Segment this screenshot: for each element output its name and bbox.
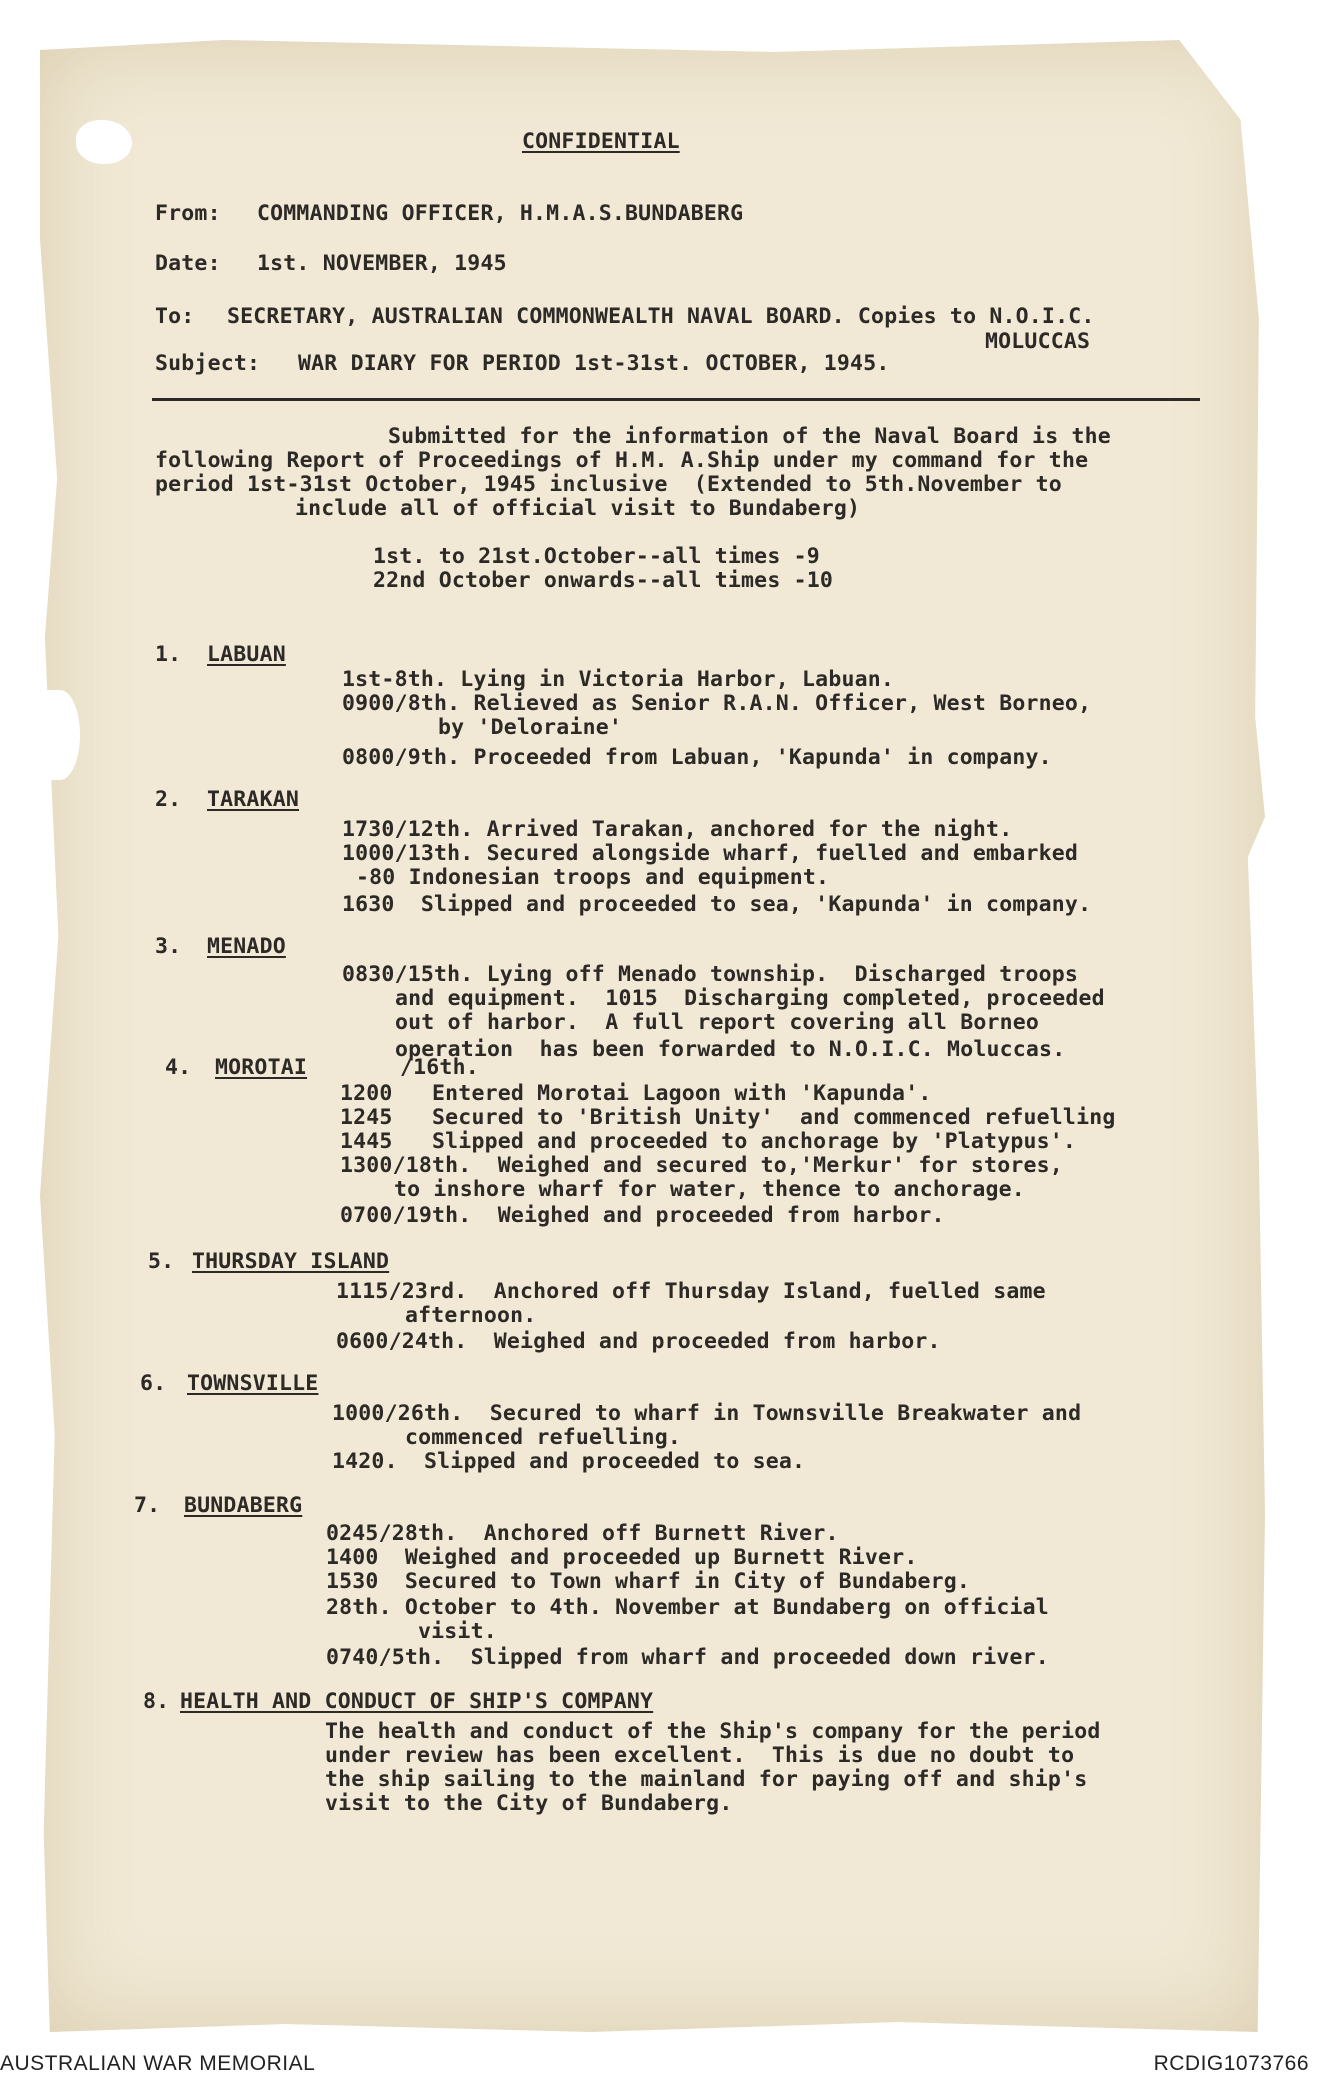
section-line: to inshore wharf for water, thence to anchorage. — [394, 1177, 1025, 1202]
to-value: SECRETARY, AUSTRALIAN COMMONWEALTH NAVAL BOARD. Copies to N.O.I.C. — [227, 304, 1095, 329]
section-number: 1. — [155, 642, 182, 667]
section-line: 0830/15th. Lying off Menado township. Discharged troops — [342, 962, 1079, 987]
section-line: /16th. — [400, 1055, 479, 1080]
section-line: 1000/26th. Secured to wharf in Townsville Breakwater and — [332, 1401, 1082, 1426]
section-line: afternoon. — [405, 1303, 537, 1328]
section-line: 0700/19th. Weighed and proceeded from harbor. — [340, 1203, 945, 1228]
times-line-1: 1st. to 21st.October--all times -9 — [373, 544, 820, 569]
section-line: 1530 Secured to Town wharf in City of Bundaberg. — [326, 1569, 971, 1594]
section-line: 0800/9th. Proceeded from Labuan, 'Kapunda' in company. — [342, 745, 1052, 770]
section-line: 0600/24th. Weighed and proceeded from harbor. — [336, 1329, 941, 1354]
section-line: 1420. Slipped and proceeded to sea. — [332, 1449, 806, 1474]
date-value: 1st. NOVEMBER, 1945 — [257, 251, 507, 276]
header-rule — [152, 398, 1200, 401]
from-value: COMMANDING OFFICER, H.M.A.S.BUNDABERG — [257, 201, 744, 226]
section-line: 1730/12th. Arrived Tarakan, anchored for the night. — [342, 817, 1013, 842]
section-line: 1630 Slipped and proceeded to sea, 'Kapunda' in company. — [342, 892, 1092, 917]
section-line: 0900/8th. Relieved as Senior R.A.N. Officer, West Borneo, — [342, 691, 1092, 716]
date-label: Date: — [155, 251, 221, 276]
subject-value: WAR DIARY FOR PERIOD 1st-31st. OCTOBER, 1945. — [298, 351, 890, 376]
section-number: 5. — [148, 1249, 175, 1274]
section-title-labuan: LABUAN — [207, 642, 286, 667]
section-line: 1400 Weighed and proceeded up Burnett River. — [326, 1545, 918, 1570]
section-line: 1200 Entered Morotai Lagoon with 'Kapunda'. — [340, 1081, 932, 1106]
section-line: commenced refuelling. — [405, 1425, 682, 1450]
section-number: 2. — [155, 787, 182, 812]
section-line: 1300/18th. Weighed and secured to,'Merkur' for stores, — [340, 1153, 1063, 1178]
section-line: under review has been excellent. This is due no doubt to — [325, 1743, 1075, 1768]
section-line: 1000/13th. Secured alongside wharf, fuelled and embarked — [342, 841, 1079, 866]
section-line: 1115/23rd. Anchored off Thursday Island, fuelled same — [336, 1279, 1046, 1304]
section-line: the ship sailing to the mainland for paying off and ship's — [325, 1767, 1088, 1792]
torn-edge — [40, 690, 80, 780]
section-line: and equipment. 1015 Discharging completed, proceeded — [395, 986, 1105, 1011]
intro-line-3: period 1st-31st October, 1945 inclusive (Extended to 5th.November to — [155, 472, 1062, 497]
section-title-menado: MENADO — [207, 934, 286, 959]
footer-record-id: RCDIG1073766 — [1153, 2052, 1309, 2075]
section-title-townsville: TOWNSVILLE — [187, 1371, 319, 1396]
section-title-tarakan: TARAKAN — [207, 787, 300, 812]
footer-institution: AUSTRALIAN WAR MEMORIAL — [0, 2052, 316, 2075]
section-line: operation has been forwarded to N.O.I.C. Moluccas. — [395, 1037, 1066, 1062]
section-number: 7. — [134, 1493, 161, 1518]
section-line: 28th. October to 4th. November at Bundaberg on official — [326, 1595, 1049, 1620]
section-line: visit. — [418, 1619, 497, 1644]
section-number: 6. — [140, 1371, 167, 1396]
intro-line-4: include all of official visit to Bundaberg) — [295, 496, 861, 521]
intro-line-1: Submitted for the information of the Naval Board is the — [388, 424, 1111, 449]
section-title-morotai: MOROTAI — [215, 1055, 308, 1080]
section-number: 3. — [155, 934, 182, 959]
section-line: visit to the City of Bundaberg. — [325, 1791, 733, 1816]
classification-heading: CONFIDENTIAL — [522, 129, 680, 154]
subject-label: Subject: — [155, 351, 261, 376]
torn-hole — [76, 120, 132, 164]
section-title-thursday-island: THURSDAY ISLAND — [192, 1249, 390, 1274]
section-line: The health and conduct of the Ship's company for the period — [325, 1719, 1101, 1744]
section-number: 8. — [143, 1689, 170, 1714]
from-label: From: — [155, 201, 221, 226]
times-line-2: 22nd October onwards--all times -10 — [373, 568, 834, 593]
section-number: 4. — [165, 1055, 192, 1080]
section-line: 0245/28th. Anchored off Burnett River. — [326, 1521, 839, 1546]
section-line: 1245 Secured to 'British Unity' and commenced refuelling — [340, 1105, 1116, 1130]
section-title-bundaberg: BUNDABERG — [184, 1493, 303, 1518]
section-line: by 'Deloraine' — [438, 715, 623, 740]
section-line: out of harbor. A full report covering all Borneo — [395, 1010, 1040, 1035]
to-label: To: — [155, 304, 195, 329]
section-line: 0740/5th. Slipped from wharf and proceeded down river. — [326, 1645, 1049, 1670]
to-value-cont: MOLUCCAS — [985, 329, 1091, 354]
section-title-health: HEALTH AND CONDUCT OF SHIP'S COMPANY — [180, 1689, 654, 1714]
section-line: -80 Indonesian troops and equipment. — [356, 865, 830, 890]
section-line: 1445 Slipped and proceeded to anchorage by 'Platypus'. — [340, 1129, 1077, 1154]
intro-line-2: following Report of Proceedings of H.M. A.Ship under my command for the — [155, 448, 1089, 473]
section-line: 1st-8th. Lying in Victoria Harbor, Labuan. — [342, 667, 895, 692]
